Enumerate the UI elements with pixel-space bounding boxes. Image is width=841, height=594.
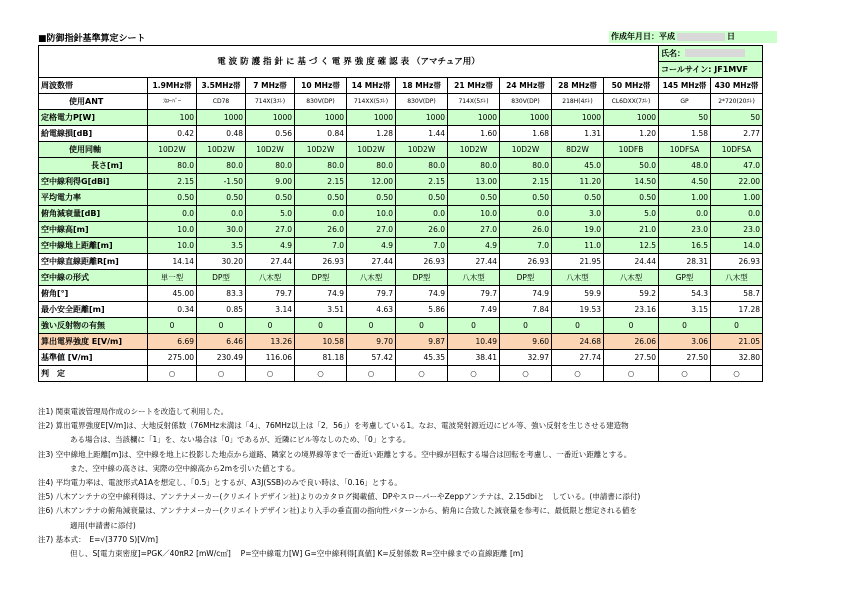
table-cell: 26.93 [396, 254, 448, 270]
table-cell: 26.93 [295, 254, 347, 270]
table-row [39, 142, 763, 158]
table-cell: 4.63 [347, 302, 396, 318]
note-line: 但し、S[電力束密度]=PGK／40πR2 [mW/c㎡] P=空中線電力[W] G=空中線利得[真値] K=反射係数 R=空中線までの直線距離 [m] [70, 549, 524, 559]
note-line: 注6) 八木アンテナの俯角減衰量は、アンテナメーカー(クリエイトデザイン社)より入手の垂直面の指向性パターンから、俯角に合致した減衰量を参考に、最低限と想定される値を [38, 506, 638, 516]
table-cell[interactable]: 80.0 [500, 158, 552, 174]
table-cell: 1.60 [448, 126, 500, 142]
table-cell: 714XX(5ｴﾚ) [347, 94, 396, 110]
table-cell[interactable]: 0 [347, 318, 396, 334]
table-row [39, 126, 763, 142]
table-cell: 26.93 [711, 254, 763, 270]
table-cell: 830V(DP) [396, 94, 448, 110]
table-cell: 38.41 [448, 350, 500, 366]
callsign-field[interactable] [659, 62, 763, 78]
table-cell: 1.20 [604, 126, 659, 142]
table-row [39, 94, 763, 110]
callsign-value: JF1MVF [714, 64, 748, 74]
table-cell[interactable]: 0.50 [246, 190, 295, 206]
table-cell: 54.3 [659, 286, 711, 302]
table-cell[interactable]: 30.0 [197, 222, 246, 238]
table-cell[interactable]: 80.0 [148, 158, 197, 174]
table-cell[interactable]: 50 [711, 110, 763, 126]
table-cell[interactable]: 八木型 [711, 270, 763, 286]
note-line: 注1) 関東電波管理局作成のシートを改造して利用した。 [38, 407, 229, 416]
table-cell: 7 MHz帯 [246, 78, 295, 94]
table-cell[interactable]: 26.06 [604, 334, 659, 350]
table-cell[interactable]: 1000 [552, 110, 604, 126]
table-row [39, 222, 763, 238]
table-cell[interactable]: 0.0 [500, 206, 552, 222]
table-cell: 58.7 [711, 286, 763, 302]
row-label: 給電線損[dB] [39, 126, 148, 142]
table-cell[interactable]: 3.06 [659, 334, 711, 350]
table-cell: 27.50 [604, 350, 659, 366]
table-cell[interactable]: DP型 [396, 270, 448, 286]
table-cell: 27.44 [246, 254, 295, 270]
table-cell: 3.15 [659, 302, 711, 318]
table-cell[interactable]: 0.50 [197, 190, 246, 206]
table-cell: 19.53 [552, 302, 604, 318]
table-cell[interactable]: 0.0 [711, 206, 763, 222]
table-cell[interactable]: 10.0 [148, 238, 197, 254]
table-cell: 275.00 [148, 350, 197, 366]
table-cell[interactable]: 2.15 [295, 174, 347, 190]
table-cell[interactable]: 単一型 [148, 270, 197, 286]
row-label: 使用ANT [39, 94, 148, 110]
table-cell[interactable]: 11.0 [552, 238, 604, 254]
table-cell[interactable]: 45.0 [552, 158, 604, 174]
table-cell: 0.56 [246, 126, 295, 142]
table-cell[interactable]: 5.0 [604, 206, 659, 222]
table-row [39, 270, 763, 286]
table-cell[interactable]: 10D2W [148, 142, 197, 158]
table-cell: ○ [500, 366, 552, 382]
name-label: 氏名： [661, 48, 685, 58]
table-cell[interactable]: 27.0 [246, 222, 295, 238]
table-cell[interactable]: 10DFSA [711, 142, 763, 158]
row-label: 俯角[°] [39, 286, 148, 302]
row-label: 周波数帯 [39, 78, 148, 94]
table-cell[interactable]: 1000 [448, 110, 500, 126]
table-row [39, 302, 763, 318]
table-cell[interactable]: -1.50 [197, 174, 246, 190]
table-cell: CL6DXX(7ｴﾚ) [604, 94, 659, 110]
table-cell[interactable]: 0 [659, 318, 711, 334]
table-cell: 50 MHz帯 [604, 78, 659, 94]
table-cell[interactable]: 26.0 [500, 222, 552, 238]
table-cell: 74.9 [396, 286, 448, 302]
table-cell[interactable]: 16.5 [659, 238, 711, 254]
date-label: 作成年月日：平成 [611, 32, 675, 41]
table-cell[interactable]: 10DFSA [659, 142, 711, 158]
table-row [39, 286, 763, 302]
table-cell: ○ [396, 366, 448, 382]
table-cell[interactable]: 27.0 [448, 222, 500, 238]
table-cell: 218H(4ｴﾚ) [552, 94, 604, 110]
table-cell[interactable]: 0.0 [197, 206, 246, 222]
table-cell[interactable]: 9.00 [246, 174, 295, 190]
table-cell: 0.42 [148, 126, 197, 142]
table-row [39, 350, 763, 366]
table-cell: 7.84 [500, 302, 552, 318]
table-cell: 74.9 [500, 286, 552, 302]
table-cell[interactable]: 48.0 [659, 158, 711, 174]
table-cell[interactable]: 0.50 [448, 190, 500, 206]
table-cell: 10 MHz帯 [295, 78, 347, 94]
table-cell[interactable]: 80.0 [246, 158, 295, 174]
table-cell[interactable]: 0 [246, 318, 295, 334]
table-cell[interactable]: 八木型 [604, 270, 659, 286]
table-cell[interactable]: 10D2W [197, 142, 246, 158]
table-cell[interactable]: 80.0 [295, 158, 347, 174]
table-cell[interactable]: 0.50 [604, 190, 659, 206]
note-line: 注2) 算出電界強度E[V/m]は、大地反射係数（76MHz未満は「4」、76MHz以上は「2．56」）を考慮している1。なお、電波発射源近辺にビル等、強い反射を生じさせる建造物 [38, 421, 629, 431]
table-cell: ｽﾛｰﾊﾞｰ [148, 94, 197, 110]
table-cell: 714X(3ｴﾚ) [246, 94, 295, 110]
table-cell: 0.85 [197, 302, 246, 318]
table-cell[interactable]: 4.9 [246, 238, 295, 254]
table-cell[interactable]: 0.0 [148, 206, 197, 222]
table-row [39, 334, 763, 350]
row-label: 空中線直線距離R[m] [39, 254, 148, 270]
table-cell: 0.84 [295, 126, 347, 142]
row-label: 空中線利得G[dBi] [39, 174, 148, 190]
table-cell[interactable]: 1000 [396, 110, 448, 126]
table-cell[interactable]: 4.9 [448, 238, 500, 254]
table-cell: 1.31 [552, 126, 604, 142]
table-cell[interactable]: 八木型 [246, 270, 295, 286]
table-cell: 0.34 [148, 302, 197, 318]
table-title: 電 波 防 護 指 針 に 基 づ く 電 界 強 度 確 認 表 （アマチュア用） [39, 46, 659, 78]
table-cell[interactable]: 3.5 [197, 238, 246, 254]
table-row [39, 78, 763, 94]
table-cell: 83.3 [197, 286, 246, 302]
table-cell[interactable]: 47.0 [711, 158, 763, 174]
table-cell[interactable]: 26.0 [396, 222, 448, 238]
table-cell: 45.00 [148, 286, 197, 302]
table-cell: 2.77 [711, 126, 763, 142]
table-cell: 1.58 [659, 126, 711, 142]
table-cell: 430 MHz帯 [711, 78, 763, 94]
table-cell: 830V(DP) [295, 94, 347, 110]
table-cell[interactable]: 50.0 [604, 158, 659, 174]
date-field[interactable] [609, 31, 777, 43]
table-cell[interactable]: GP型 [659, 270, 711, 286]
table-cell: 28.31 [659, 254, 711, 270]
table-cell: 27.74 [552, 350, 604, 366]
table-cell: 79.7 [246, 286, 295, 302]
table-cell[interactable]: 0.50 [347, 190, 396, 206]
table-cell: 27.44 [347, 254, 396, 270]
table-cell[interactable]: 0 [295, 318, 347, 334]
table-cell: 230.49 [197, 350, 246, 366]
table-cell[interactable]: 1000 [197, 110, 246, 126]
table-row [39, 174, 763, 190]
table-cell[interactable]: 3.0 [552, 206, 604, 222]
date-suffix: 日 [727, 32, 735, 41]
table-cell[interactable]: 14.50 [604, 174, 659, 190]
table-cell[interactable]: 0.0 [295, 206, 347, 222]
note-line: 注5) 八木アンテナの空中線利得は、アンテナメーカー(クリエイトデザイン社)よりのカタログ掲載値、DPやスローパーやZeppアンテナは、2.15dbiと している。(申請書に添付) [38, 492, 641, 502]
table-cell[interactable]: 10D2W [448, 142, 500, 158]
table-cell: 81.18 [295, 350, 347, 366]
table-cell: 7.49 [448, 302, 500, 318]
table-cell: 3.14 [246, 302, 295, 318]
table-row [39, 206, 763, 222]
note-line: また、空中線の高さは、実際の空中線高から2mを引いた値とする。 [70, 463, 300, 473]
table-cell: 830V(DP) [500, 94, 552, 110]
table-cell: 26.93 [500, 254, 552, 270]
table-cell[interactable]: 5.0 [246, 206, 295, 222]
table-cell[interactable]: 1.00 [711, 190, 763, 206]
note-line: 適用(申請書に添付) [70, 520, 136, 530]
table-cell[interactable]: 八木型 [347, 270, 396, 286]
redacted-date [677, 33, 725, 41]
table-cell[interactable]: 27.0 [347, 222, 396, 238]
table-cell[interactable]: 6.69 [148, 334, 197, 350]
table-cell[interactable]: 0.0 [659, 206, 711, 222]
table-cell[interactable]: 0.50 [295, 190, 347, 206]
table-cell: ○ [448, 366, 500, 382]
table-cell[interactable]: 0 [448, 318, 500, 334]
table-cell[interactable]: 21.05 [711, 334, 763, 350]
table-row [39, 158, 763, 174]
table-cell[interactable]: 1000 [246, 110, 295, 126]
table-cell: ○ [246, 366, 295, 382]
table-cell: 14 MHz帯 [347, 78, 396, 94]
table-cell: ○ [711, 366, 763, 382]
table-cell[interactable]: 2.15 [500, 174, 552, 190]
table-cell[interactable]: 1000 [295, 110, 347, 126]
sheet-title: ■防御指針基準算定シート [38, 34, 146, 44]
table-cell: GP [659, 94, 711, 110]
table-cell[interactable]: 4.50 [659, 174, 711, 190]
table-cell[interactable]: 10.0 [347, 206, 396, 222]
table-cell: ○ [347, 366, 396, 382]
table-cell: 23.16 [604, 302, 659, 318]
table-cell[interactable]: 7.0 [295, 238, 347, 254]
table-cell: 27.50 [659, 350, 711, 366]
table-cell: 79.7 [448, 286, 500, 302]
table-cell[interactable]: 0.0 [396, 206, 448, 222]
table-cell: 2*720(20ｴﾚ) [711, 94, 763, 110]
table-cell[interactable]: 0 [148, 318, 197, 334]
table-cell[interactable]: 13.00 [448, 174, 500, 190]
row-label: 判 定 [39, 366, 148, 382]
table-cell: 1.68 [500, 126, 552, 142]
table-cell[interactable]: 9.87 [396, 334, 448, 350]
calc-table [38, 45, 763, 382]
table-cell[interactable]: 10.58 [295, 334, 347, 350]
table-cell[interactable]: 50 [659, 110, 711, 126]
table-cell[interactable]: 2.15 [396, 174, 448, 190]
table-cell[interactable]: 9.70 [347, 334, 396, 350]
table-cell: ○ [659, 366, 711, 382]
table-cell[interactable]: 21.0 [604, 222, 659, 238]
table-cell: 28 MHz帯 [552, 78, 604, 94]
row-label: 長さ[m] [39, 158, 148, 174]
table-cell[interactable]: 80.0 [197, 158, 246, 174]
table-cell[interactable]: 1000 [347, 110, 396, 126]
table-cell[interactable]: 4.9 [347, 238, 396, 254]
table-cell[interactable]: 10.0 [448, 206, 500, 222]
table-row [39, 254, 763, 270]
note-line: 注3) 空中線地上距離[m]は、空中線を地上に投影した地点から道路、隣家との境界線等まで一番近い距離とする。空中線が回転する場合は回転を考慮し、一番近い距離とする。 [38, 449, 632, 459]
table-cell[interactable]: 1000 [604, 110, 659, 126]
table-cell[interactable]: 0 [197, 318, 246, 334]
row-label: 空中線の形式 [39, 270, 148, 286]
table-cell[interactable]: 8D2W [552, 142, 604, 158]
row-label: 俯角減衰量[dB] [39, 206, 148, 222]
table-cell: 24 MHz帯 [500, 78, 552, 94]
table-cell[interactable]: 13.26 [246, 334, 295, 350]
table-cell[interactable]: 0.50 [552, 190, 604, 206]
table-cell[interactable]: DP型 [197, 270, 246, 286]
table-cell[interactable]: 八木型 [448, 270, 500, 286]
row-label: 最小安全距離[m] [39, 302, 148, 318]
table-cell[interactable]: DP型 [295, 270, 347, 286]
row-label: 使用同軸 [39, 142, 148, 158]
table-cell: 30.20 [197, 254, 246, 270]
table-cell: 145 MHz帯 [659, 78, 711, 94]
table-cell[interactable]: 6.46 [197, 334, 246, 350]
row-label: 定格電力P[W] [39, 110, 148, 126]
table-cell[interactable]: 0.50 [500, 190, 552, 206]
table-cell[interactable]: 0.50 [396, 190, 448, 206]
table-cell: ○ [552, 366, 604, 382]
table-cell[interactable]: 0 [500, 318, 552, 334]
table-cell: 1.44 [396, 126, 448, 142]
table-cell: 5.86 [396, 302, 448, 318]
table-cell: 1.28 [347, 126, 396, 142]
table-cell: 1.9MHz帯 [148, 78, 197, 94]
table-row [39, 110, 763, 126]
table-cell: ○ [197, 366, 246, 382]
table-cell[interactable]: 24.68 [552, 334, 604, 350]
table-cell: 79.7 [347, 286, 396, 302]
table-cell: 59.9 [552, 286, 604, 302]
row-label: 空中線高[m] [39, 222, 148, 238]
table-cell[interactable]: 0.50 [148, 190, 197, 206]
table-cell[interactable]: 10.0 [148, 222, 197, 238]
table-cell[interactable]: 80.0 [396, 158, 448, 174]
note-line: 注7) 基本式： E=√(3770 S)[V/m] [38, 534, 159, 544]
note-line: 注4) 平均電力率は、電波形式A1Aを想定し、「0.5」とするが、A3J(SSB)のみで良い時は、「0.16」とする。 [38, 478, 402, 488]
table-cell[interactable]: 12.5 [604, 238, 659, 254]
table-cell[interactable]: 八木型 [552, 270, 604, 286]
table-cell: 74.9 [295, 286, 347, 302]
table-row [39, 366, 763, 382]
table-cell[interactable]: 10D2W [295, 142, 347, 158]
table-cell[interactable]: 7.0 [500, 238, 552, 254]
table-cell[interactable]: 80.0 [448, 158, 500, 174]
row-label: 平均電力率 [39, 190, 148, 206]
table-cell: 21 MHz帯 [448, 78, 500, 94]
table-cell: 32.97 [500, 350, 552, 366]
callsign-label: コールサイン: [661, 64, 712, 74]
table-cell: 3.5MHz帯 [197, 78, 246, 94]
table-row [39, 318, 763, 334]
table-cell: 18 MHz帯 [396, 78, 448, 94]
table-cell: 21.95 [552, 254, 604, 270]
table-cell[interactable]: 22.00 [711, 174, 763, 190]
table-cell: 0.48 [197, 126, 246, 142]
table-cell: 57.42 [347, 350, 396, 366]
table-cell[interactable]: DP型 [500, 270, 552, 286]
table-cell[interactable]: 0 [552, 318, 604, 334]
table-cell[interactable]: 100 [148, 110, 197, 126]
table-cell: 714X(5ｴﾚ) [448, 94, 500, 110]
table-cell[interactable]: 1000 [500, 110, 552, 126]
table-cell: 32.80 [711, 350, 763, 366]
table-row [39, 190, 763, 206]
redacted-name [685, 49, 745, 57]
table-cell[interactable]: 7.0 [396, 238, 448, 254]
table-cell[interactable]: 80.0 [347, 158, 396, 174]
table-cell: ○ [295, 366, 347, 382]
table-cell[interactable]: 2.15 [148, 174, 197, 190]
row-label: 空中線地上距離[m] [39, 238, 148, 254]
note-line: ある場合は、当該欄に「1」を、ない場合は「0」であるが、近隣にビル等なしのため、「0」とする。 [70, 435, 411, 445]
table-cell: 24.44 [604, 254, 659, 270]
table-cell[interactable]: 23.0 [659, 222, 711, 238]
table-cell[interactable]: 0 [604, 318, 659, 334]
table-cell[interactable]: 12.00 [347, 174, 396, 190]
table-row [39, 238, 763, 254]
table-cell: 27.44 [448, 254, 500, 270]
table-cell[interactable]: 23.0 [711, 222, 763, 238]
table-cell[interactable]: 11.20 [552, 174, 604, 190]
table-cell[interactable]: 10.49 [448, 334, 500, 350]
table-cell[interactable]: 9.60 [500, 334, 552, 350]
table-cell[interactable]: 0 [396, 318, 448, 334]
row-label: 強い反射物の有無 [39, 318, 148, 334]
table-cell: 14.14 [148, 254, 197, 270]
table-cell: ○ [604, 366, 659, 382]
table-cell: CD78 [197, 94, 246, 110]
table-cell[interactable]: 14.0 [711, 238, 763, 254]
table-cell[interactable]: 19.0 [552, 222, 604, 238]
table-cell: 45.35 [396, 350, 448, 366]
table-cell: 3.51 [295, 302, 347, 318]
table-cell: 17.28 [711, 302, 763, 318]
table-cell[interactable]: 10D2W [396, 142, 448, 158]
notes [38, 405, 818, 561]
table-cell[interactable]: 10D2W [347, 142, 396, 158]
table-cell[interactable]: 0 [711, 318, 763, 334]
name-field[interactable] [659, 46, 763, 62]
table-cell[interactable]: 26.0 [295, 222, 347, 238]
table-cell[interactable]: 10D2W [500, 142, 552, 158]
table-cell[interactable]: 10DFB [604, 142, 659, 158]
table-cell: ○ [148, 366, 197, 382]
row-label: 基準値 [V/m] [39, 350, 148, 366]
table-cell[interactable]: 10D2W [246, 142, 295, 158]
table-cell[interactable]: 1.00 [659, 190, 711, 206]
row-label: 算出電界強度 E[V/m] [39, 334, 148, 350]
table-cell: 59.2 [604, 286, 659, 302]
table-cell: 116.06 [246, 350, 295, 366]
